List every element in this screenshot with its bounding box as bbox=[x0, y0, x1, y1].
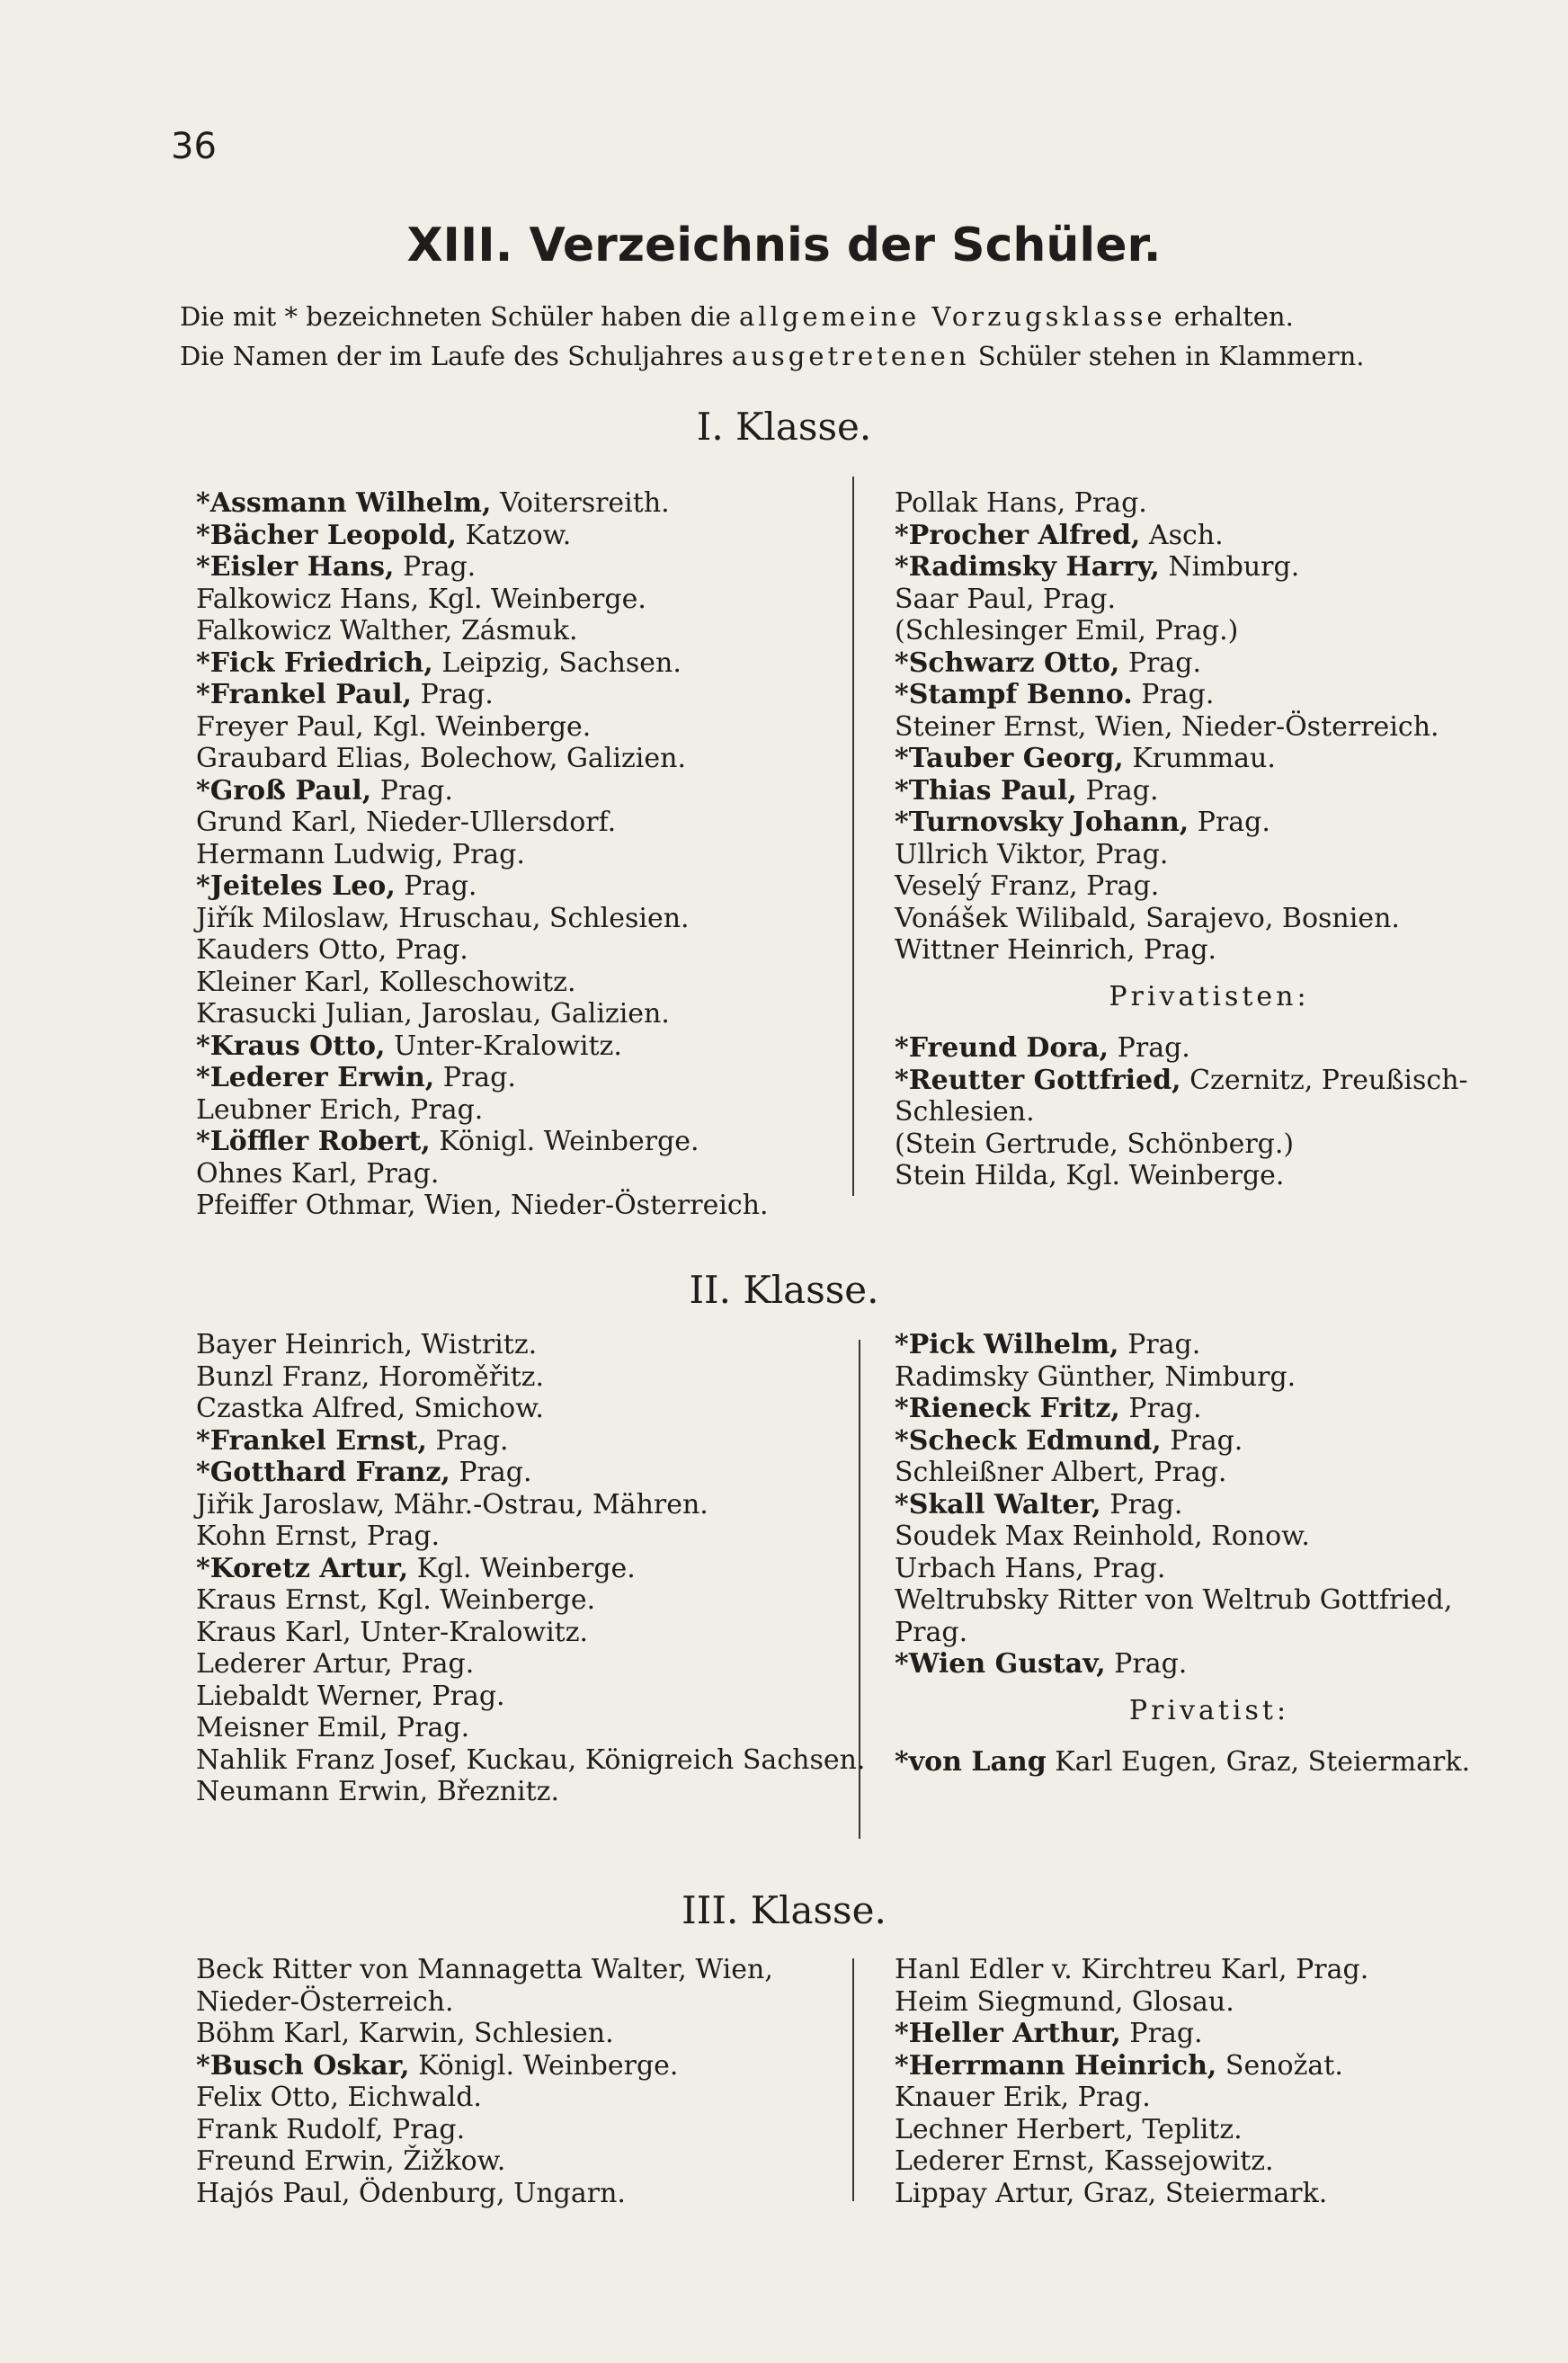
student-details: Hanl Edler v. Kirchtreu Karl, Prag. bbox=[895, 1954, 1369, 1985]
student-entry bbox=[895, 2050, 1524, 2082]
class-3-heading: III. Klasse. bbox=[682, 1888, 886, 1932]
student-details: Prag. bbox=[1161, 1424, 1243, 1457]
student-details: Nimburg. bbox=[1159, 551, 1300, 583]
student-entry bbox=[895, 1065, 1524, 1128]
student-details: Hajós Paul, Ödenburg, Ungarn. bbox=[196, 2177, 626, 2209]
class-2-left-list bbox=[196, 1329, 879, 1808]
page-title: XIII. Verzeichnis der Schüler. bbox=[406, 218, 1162, 272]
class-2-right-list bbox=[895, 1329, 1524, 1779]
student-entry bbox=[196, 1776, 879, 1808]
student-entry bbox=[895, 1489, 1524, 1521]
student-name-bold: *Procher Alfred, bbox=[895, 519, 1141, 551]
class-2-heading: II. Klasse. bbox=[689, 1268, 879, 1312]
student-entry bbox=[196, 1617, 879, 1649]
student-details: Kraus Karl, Unter-Kralowitz. bbox=[196, 1616, 589, 1648]
class-1-heading: I. Klasse. bbox=[696, 405, 872, 449]
student-name-bold: *Herrmann Heinrich, bbox=[895, 2049, 1217, 2082]
student-entry bbox=[196, 615, 879, 647]
intro-line-1: Die mit * bezeichneten Schüler haben die allgemeine Vorzugsklasse erhalten. bbox=[180, 301, 1294, 332]
student-details: Beck Ritter von Mannagetta Walter, Wien, Nieder-Österreich. bbox=[196, 1954, 773, 2018]
student-details: Lippay Artur, Graz, Steiermark. bbox=[895, 2177, 1328, 2209]
student-name-bold: *Turnovsky Johann, bbox=[895, 807, 1189, 838]
student-entry bbox=[895, 1584, 1524, 1648]
student-entry bbox=[895, 1954, 1524, 1986]
student-name-bold: *Radimsky Harry, bbox=[895, 551, 1160, 583]
student-details: Jiřik Jaroslaw, Mähr.-Ostrau, Mähren. bbox=[196, 1488, 708, 1520]
student-name-bold: *Wien Gustav, bbox=[895, 1648, 1106, 1680]
student-entry bbox=[196, 967, 879, 999]
student-name-bold: *Lederer Erwin, bbox=[196, 1062, 435, 1093]
student-name-bold: *Rieneck Fritz, bbox=[895, 1393, 1120, 1424]
student-entry bbox=[895, 1425, 1524, 1458]
student-details: Karl Eugen, Graz, Steiermark. bbox=[1046, 1746, 1471, 1778]
student-details: Senožat. bbox=[1216, 2049, 1343, 2082]
student-details: Steiner Ernst, Wien, Nieder-Österreich. bbox=[895, 710, 1439, 743]
student-entry bbox=[895, 2082, 1524, 2114]
student-entry bbox=[895, 487, 1524, 520]
student-name-bold: *Bächer Leopold, bbox=[196, 519, 457, 551]
student-details: Freyer Paul, Kgl. Weinberge. bbox=[196, 710, 592, 743]
student-entry bbox=[895, 615, 1524, 647]
student-entry bbox=[196, 1030, 879, 1063]
student-entry bbox=[196, 807, 879, 839]
student-entry bbox=[895, 1520, 1524, 1553]
student-entry bbox=[196, 1062, 879, 1094]
student-details: Weltrubsky Ritter von Weltrub Gottfried, Prag. bbox=[895, 1584, 1453, 1648]
student-details: Prag. bbox=[371, 774, 453, 807]
student-entry bbox=[895, 551, 1524, 584]
student-details: Ohnes Karl, Prag. bbox=[196, 1157, 440, 1190]
student-name-bold: *Frankel Paul, bbox=[196, 679, 413, 710]
student-details: Prag. bbox=[1118, 1329, 1201, 1360]
student-entry bbox=[196, 1681, 879, 1713]
student-name-bold: *Stampf Benno. bbox=[895, 679, 1133, 710]
student-entry bbox=[196, 1489, 879, 1521]
student-details: Graubard Elias, Bolechow, Galizien. bbox=[196, 743, 687, 774]
student-entry bbox=[196, 839, 879, 871]
student-details: Nahlik Franz Josef, Kuckau, Königreich Sachsen. bbox=[196, 1743, 866, 1776]
student-entry bbox=[196, 998, 879, 1030]
student-name-bold: *Busch Oskar, bbox=[196, 2049, 410, 2082]
student-entry bbox=[196, 1520, 879, 1553]
student-details: Königl. Weinberge. bbox=[430, 1126, 699, 1157]
student-details: Lederer Artur, Prag. bbox=[196, 1648, 475, 1680]
student-entry bbox=[895, 1128, 1524, 1161]
student-entry bbox=[895, 584, 1524, 616]
student-entry bbox=[895, 2018, 1524, 2050]
student-entry bbox=[196, 520, 879, 552]
student-details: Czernitz, Preußisch-Schlesien. bbox=[895, 1064, 1468, 1128]
student-details: Kohn Ernst, Prag. bbox=[196, 1520, 441, 1552]
student-details: Prag. bbox=[412, 679, 494, 710]
student-details: Prag. bbox=[426, 1424, 509, 1457]
student-entry bbox=[895, 775, 1524, 807]
privatist-heading: Privatist: bbox=[1128, 1694, 1290, 1726]
student-entry bbox=[196, 2178, 879, 2210]
student-details: Krummau. bbox=[1123, 743, 1276, 774]
student-name-bold: *Frankel Ernst, bbox=[196, 1424, 427, 1457]
student-entry bbox=[196, 1712, 879, 1744]
student-entry bbox=[196, 1190, 879, 1222]
student-entry bbox=[895, 1032, 1524, 1065]
student-name-bold: *Schwarz Otto, bbox=[895, 646, 1120, 679]
student-details: Prag. bbox=[1120, 2018, 1203, 2049]
class-3-right-list bbox=[895, 1954, 1524, 2209]
student-details: Böhm Karl, Karwin, Schlesien. bbox=[196, 2018, 614, 2049]
student-details: Bunzl Franz, Horoměřitz. bbox=[196, 1360, 545, 1393]
student-details: Schleißner Albert, Prag. bbox=[895, 1457, 1227, 1488]
student-entry bbox=[895, 711, 1524, 744]
student-details: Prag. bbox=[1105, 1648, 1188, 1680]
student-name-bold: *Eisler Hans, bbox=[196, 551, 395, 583]
student-details: Prag. bbox=[395, 870, 477, 902]
student-entry bbox=[196, 870, 879, 903]
student-entry bbox=[196, 775, 879, 807]
student-details: Prag. bbox=[1119, 646, 1201, 679]
student-entry bbox=[895, 647, 1524, 680]
student-entry bbox=[196, 903, 879, 935]
student-details: Bayer Heinrich, Wistritz. bbox=[196, 1329, 538, 1360]
student-entry bbox=[196, 1329, 879, 1361]
student-details: Neumann Erwin, Březnitz. bbox=[196, 1776, 560, 1807]
student-entry bbox=[895, 679, 1524, 711]
student-details: Jiřík Miloslaw, Hruschau, Schlesien. bbox=[196, 902, 690, 934]
student-entry bbox=[895, 1648, 1524, 1681]
student-name-bold: *Assmann Wilhelm, bbox=[196, 487, 492, 519]
intro-line-2: Die Namen der im Laufe des Schuljahres ausgetretenen Schüler stehen in Klammern. bbox=[180, 341, 1365, 371]
student-details: Prag. bbox=[1132, 679, 1215, 710]
student-details: Lechner Herbert, Teplitz. bbox=[895, 2113, 1243, 2145]
student-details: Soudek Max Reinhold, Ronow. bbox=[895, 1520, 1310, 1552]
student-entry bbox=[895, 1393, 1524, 1425]
student-details: Kraus Ernst, Kgl. Weinberge. bbox=[196, 1584, 596, 1616]
student-name-bold: *Löffler Robert, bbox=[196, 1126, 431, 1157]
student-details: Wittner Heinrich, Prag. bbox=[895, 934, 1217, 966]
student-entry bbox=[196, 1094, 879, 1127]
student-entry bbox=[196, 1393, 879, 1425]
student-entry bbox=[895, 1361, 1524, 1394]
student-details: Voitersreith. bbox=[491, 487, 670, 519]
student-details: Leubner Erich, Prag. bbox=[196, 1093, 484, 1126]
class-1-left-list bbox=[196, 487, 879, 1222]
student-entry bbox=[196, 2082, 879, 2114]
student-entry bbox=[196, 647, 879, 680]
student-entry bbox=[895, 520, 1524, 552]
student-details: Radimsky Günther, Nimburg. bbox=[895, 1360, 1296, 1393]
student-details: Unter-Kralowitz. bbox=[385, 1030, 622, 1062]
student-details: Ullrich Viktor, Prag. bbox=[895, 838, 1169, 870]
student-details: Felix Otto, Eichwald. bbox=[196, 2082, 482, 2113]
student-name-bold: *Gotthard Franz, bbox=[196, 1457, 450, 1488]
student-details: Liebaldt Werner, Prag. bbox=[196, 1680, 505, 1712]
student-name-bold: *Reutter Gottfried, bbox=[895, 1064, 1181, 1096]
student-entry bbox=[196, 1584, 879, 1617]
student-details: Saar Paul, Prag. bbox=[895, 583, 1117, 615]
student-details: Kauders Otto, Prag. bbox=[196, 934, 468, 966]
student-name-bold: *Groß Paul, bbox=[196, 774, 372, 807]
page-number: 36 bbox=[171, 126, 217, 167]
student-details: Prag. bbox=[1100, 1488, 1183, 1520]
student-entry bbox=[895, 743, 1524, 775]
student-details: Czastka Alfred, Smichow. bbox=[196, 1393, 544, 1424]
student-details: Asch. bbox=[1140, 519, 1224, 551]
student-entry bbox=[895, 1986, 1524, 2019]
student-name-bold: *Fick Friedrich, bbox=[196, 646, 433, 679]
student-entry bbox=[196, 1158, 879, 1190]
student-entry bbox=[196, 1648, 879, 1681]
student-entry bbox=[196, 1553, 879, 1585]
student-details: Heim Siegmund, Glosau. bbox=[895, 1985, 1234, 2018]
student-details: Stein Hilda, Kgl. Weinberge. bbox=[895, 1160, 1285, 1191]
student-entry bbox=[895, 2114, 1524, 2146]
student-name-bold: *von Lang bbox=[895, 1746, 1047, 1778]
student-name-bold: *Heller Arthur, bbox=[895, 2018, 1121, 2049]
class-1-right-list bbox=[895, 487, 1524, 1192]
student-details: Prag. bbox=[1119, 1393, 1202, 1424]
student-entry bbox=[895, 2145, 1524, 2178]
student-details: Leipzig, Sachsen. bbox=[432, 646, 682, 679]
student-name-bold: *Pick Wilhelm, bbox=[895, 1329, 1119, 1360]
student-name-bold: *Scheck Edmund, bbox=[895, 1424, 1162, 1457]
student-entry bbox=[895, 1329, 1524, 1361]
class-3-left-list bbox=[196, 1954, 879, 2209]
student-entry bbox=[196, 487, 879, 520]
student-entry bbox=[196, 2050, 879, 2082]
intro-text bbox=[180, 297, 1519, 376]
student-entry bbox=[196, 2114, 879, 2146]
student-details: Kleiner Karl, Kolleschowitz. bbox=[196, 966, 576, 998]
student-details: Prag. bbox=[1189, 807, 1270, 838]
student-name-bold: *Thias Paul, bbox=[895, 774, 1077, 807]
student-details: Urbach Hans, Prag. bbox=[895, 1552, 1166, 1584]
student-name-bold: *Freund Dora, bbox=[895, 1032, 1109, 1064]
student-entry bbox=[196, 2145, 879, 2178]
student-entry bbox=[895, 1457, 1524, 1489]
student-entry bbox=[196, 743, 879, 775]
privatisten-heading: Privatisten: bbox=[1109, 980, 1310, 1012]
student-details: Hermann Ludwig, Prag. bbox=[196, 838, 525, 870]
student-details: Kgl. Weinberge. bbox=[408, 1552, 636, 1584]
student-entry bbox=[895, 807, 1524, 839]
student-details: Pollak Hans, Prag. bbox=[895, 487, 1147, 519]
student-entry bbox=[895, 839, 1524, 871]
student-entry bbox=[895, 934, 1524, 967]
student-details: Pfeiffer Othmar, Wien, Nieder-Österreich. bbox=[196, 1190, 769, 1221]
student-entry bbox=[895, 903, 1524, 935]
student-entry bbox=[895, 1746, 1524, 1779]
student-details: Prag. bbox=[450, 1457, 532, 1488]
student-name-bold: *Jeiteles Leo, bbox=[196, 870, 396, 902]
student-details: Prag. bbox=[1109, 1032, 1190, 1064]
student-details: Krasucki Julian, Jaroslau, Galizien. bbox=[196, 998, 670, 1030]
student-details: Prag. bbox=[1076, 774, 1159, 807]
student-name-bold: *Tauber Georg, bbox=[895, 743, 1124, 774]
student-entry bbox=[196, 2018, 879, 2050]
student-details: Knauer Erik, Prag. bbox=[895, 2082, 1151, 2113]
student-details: Falkowicz Walther, Zásmuk. bbox=[196, 615, 578, 646]
student-name-bold: *Koretz Artur, bbox=[196, 1552, 409, 1584]
student-entry bbox=[196, 1954, 879, 2018]
student-details: Veselý Franz, Prag. bbox=[895, 870, 1160, 902]
student-entry bbox=[196, 711, 879, 744]
student-entry bbox=[895, 1160, 1524, 1192]
student-entry bbox=[895, 870, 1524, 903]
student-entry bbox=[196, 1126, 879, 1158]
student-details: Grund Karl, Nieder-Ullersdorf. bbox=[196, 807, 617, 838]
student-details: (Schlesinger Emil, Prag.) bbox=[895, 615, 1239, 646]
student-details: Königl. Weinberge. bbox=[409, 2049, 679, 2082]
student-entry bbox=[196, 1457, 879, 1489]
student-details: Meisner Emil, Prag. bbox=[196, 1712, 470, 1743]
student-entry bbox=[895, 2178, 1524, 2210]
student-entry bbox=[196, 934, 879, 967]
student-details: (Stein Gertrude, Schönberg.) bbox=[895, 1128, 1295, 1160]
student-details: Falkowicz Hans, Kgl. Weinberge. bbox=[196, 583, 646, 615]
student-entry bbox=[196, 1361, 879, 1394]
student-entry bbox=[196, 679, 879, 711]
student-details: Frank Rudolf, Prag. bbox=[196, 2113, 466, 2145]
student-details: Prag. bbox=[434, 1062, 516, 1093]
student-details: Katzow. bbox=[456, 519, 572, 551]
student-entry bbox=[196, 1425, 879, 1458]
student-entry bbox=[196, 584, 879, 616]
student-entry bbox=[895, 1553, 1524, 1585]
student-entry bbox=[196, 1744, 879, 1777]
student-details: Prag. bbox=[394, 551, 477, 583]
student-details: Freund Erwin, Žižkow. bbox=[196, 2145, 506, 2177]
student-name-bold: *Kraus Otto, bbox=[196, 1030, 386, 1062]
student-name-bold: *Skall Walter, bbox=[895, 1488, 1101, 1520]
student-details: Vonášek Wilibald, Sarajevo, Bosnien. bbox=[895, 902, 1400, 934]
student-details: Lederer Ernst, Kassejowitz. bbox=[895, 2145, 1274, 2177]
student-entry bbox=[196, 551, 879, 584]
